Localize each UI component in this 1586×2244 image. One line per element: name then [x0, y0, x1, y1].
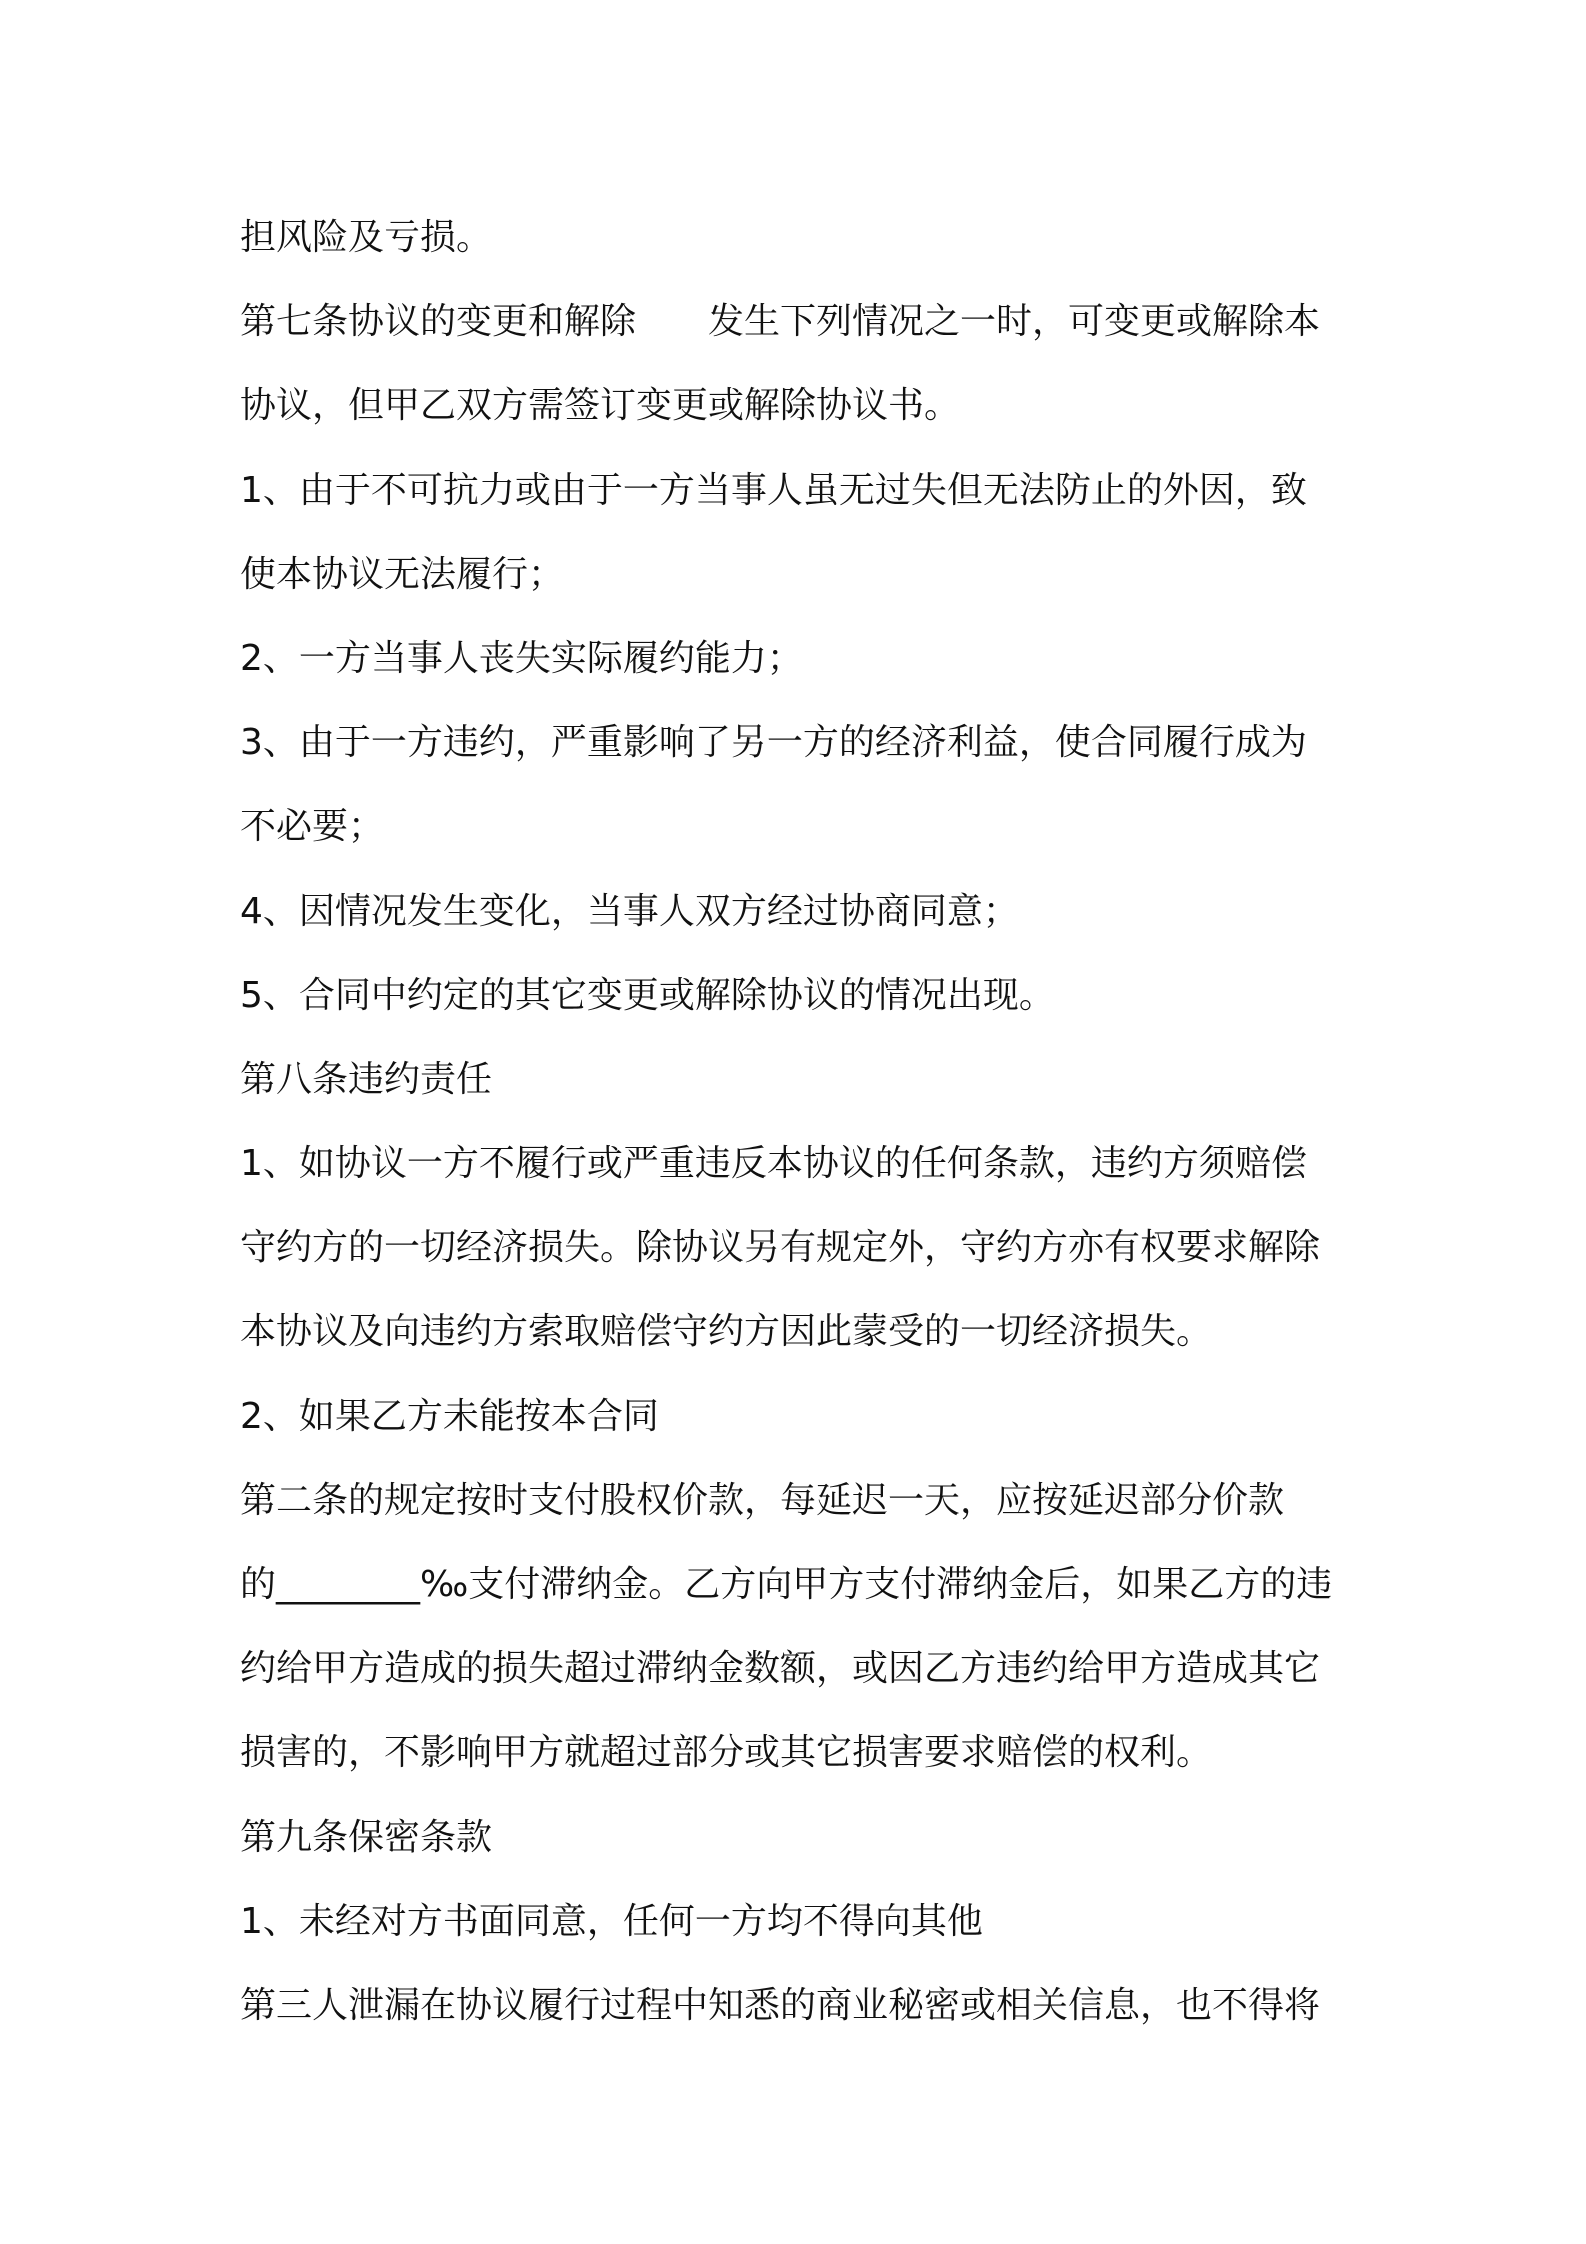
clause-line: 2、如果乙方未能按本合同	[240, 1395, 659, 1437]
clause-line: 3、由于一方违约，严重影响了另一方的经济利益，使合同履行成为	[240, 722, 1307, 764]
text-line: 的________‰支付滞纳金。乙方向甲方支付滞纳金后，如果乙方的违	[240, 1564, 1333, 1605]
text-line: 第二条的规定按时支付股权价款，每延迟一天，应按延迟部分价款	[240, 1479, 1285, 1521]
clause-line: 1、由于不可抗力或由于一方当事人虽无过失但无法防止的外因，致	[240, 469, 1307, 511]
clause-line: 1、未经对方书面同意，任何一方均不得向其他	[240, 1900, 983, 1942]
text-line: 本协议及向违约方索取赔偿守约方因此蒙受的一切经济损失。	[240, 1311, 1213, 1353]
text-line: 不必要；	[240, 806, 385, 848]
clause-line: 1、如协议一方不履行或严重违反本协议的任何条款，违约方须赔偿	[240, 1143, 1307, 1185]
text-line: 协议，但甲乙双方需签订变更或解除协议书。	[240, 385, 961, 427]
clause-line: 5、合同中约定的其它变更或解除协议的情况出现。	[240, 974, 1055, 1016]
article-8-heading: 第八条违约责任	[240, 1058, 493, 1100]
article-9-heading: 第九条保密条款	[240, 1816, 493, 1858]
text-line: 约给甲方造成的损失超过滞纳金数额，或因乙方违约给甲方造成其它	[240, 1648, 1321, 1690]
text-line: 第三人泄漏在协议履行过程中知悉的商业秘密或相关信息，也不得将	[240, 1984, 1321, 2026]
text-line: 守约方的一切经济损失。除协议另有规定外，守约方亦有权要求解除	[240, 1227, 1321, 1269]
text-line: 使本协议无法履行；	[240, 553, 565, 595]
text-line: 担风险及亏损。	[240, 217, 493, 258]
text-line: 损害的，不影响甲方就超过部分或其它损害要求赔偿的权利。	[240, 1732, 1213, 1774]
clause-line: 4、因情况发生变化，当事人双方经过协商同意；	[240, 890, 1019, 932]
article-7-heading-line: 第七条协议的变更和解除 发生下列情况之一时，可变更或解除本	[240, 301, 1321, 343]
clause-line: 2、一方当事人丧失实际履约能力；	[240, 637, 803, 679]
document-body	[240, 196, 1360, 2048]
